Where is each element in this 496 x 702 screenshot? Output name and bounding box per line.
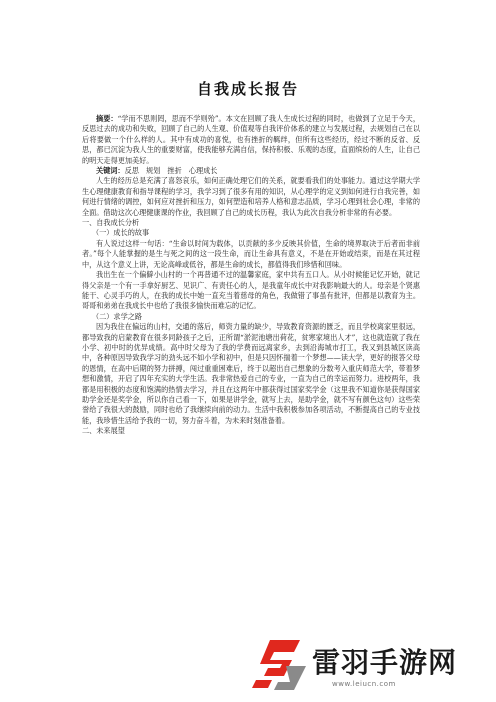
document-title: 自我成长报告 [196, 80, 299, 98]
story-paragraph-1: 有人说过这样一句话：“生命以时间为载体，以贡献的多少反映其价值，生命的境界取决于后者而非前者。”每个人能掌握的是生与死之间的这一段生命，而让生命具有意义，不是在开始或结束，而是在其过程中，从这个意义上讲，无论高峰或低谷，都是生命的成长，都值得我们珍惜和回味。 [82, 238, 420, 269]
abstract [82, 114, 420, 166]
subsection-heading-1: （一）成长的故事 [92, 228, 150, 238]
intro-paragraph: 人生的经历总是充满了喜怒哀乐，如何正确处理它们的关系，就要看我们的处事能力。通过这学期大学生心理健康教育和指导课程的学习，我学习到了很多有用的知识，从心理学的定义到如何进行自我完善，如何进行情绪的调控，如何应对挫折和压力，如何塑造和培养人格和意志品质，学习心理到社会心理，非常的全面。借助这次心理健康课的作业，我回顾了自己的成长历程，我认为此次自我分析非常的有必要。 [82, 176, 420, 217]
document-body [82, 114, 420, 437]
section-heading-1: 一、自我成长分析 [82, 218, 140, 228]
watermark-url: www.leiucn.com [332, 680, 396, 688]
site-watermark [250, 636, 490, 696]
keywords [82, 166, 420, 176]
story-paragraph-2: 我出生在一个偏僻小山村的一个再普通不过的温馨家庭，家中共有五口人。从小时候能记忆开始，就记得父亲是一个有一手拿好厨艺、见识广、有责任心的人，是我童年成长中对我影响最大的人。母亲是个贤惠能干、心灵手巧的人，在我的成长中她一直充当着慈母的角色，我做错了事虽有批评，但都是以教育为主。哥哥和弟弟在我成长中也给了我很多愉快而难忘的记忆。 [82, 270, 420, 311]
keywords-label: 关键词： [96, 166, 125, 176]
lightning-s-logo-icon [250, 636, 312, 694]
subsection-heading-2: （二）求学之路 [92, 311, 142, 321]
study-paragraph-1: 因为我住在偏远的山村，交通的落后，师资力量的缺少，导致教育资源的匮乏，而且学校离家里很远，都导致我的启蒙教育在很多同龄孩子之后，正所谓“淤泥池塘出荷花，贫寒家境出人才”，这也就造就了我在小学、初中时的优异成绩。高中时父母为了我的学费而远离家乡，去到沿海城市打工，我又到县城区读高中，各种原因导致我学习的劲头远不如小学和初中，但是只因怀揣着一个梦想——读大学，更好的报答父母的恩情，在高中后期的努力拼搏，闯过重重困难后，终于以超出自己想象的分数考入重庆师范大学，带着梦想和激情，开启了四年充实的大学生活。我非常热爱自己的专业，一直为自己的幸运而努力。进校两年，我都是用积极的态度和饱满的热情去学习，并且在这两年中都获得过国家奖学金（这里我不知道你是获得国家助学金还是奖学金，所以你自己看一下，如果是讲学金，就写上去，是助学金，就不写有颜色这句）这些荣誉给了我很大的鼓励，同时也给了我继续向前的动力。生活中我积极参加各项活动，不断提高自己的专业技能，我珍惜生活给予我的一切，努力奋斗着，为未来时刻准备着。 [82, 322, 420, 425]
watermark-site-name: 雷羽手游网 [312, 646, 458, 679]
keywords-text: 反思 规划 挫折 心理成长 [124, 166, 218, 176]
section-heading-2: 二、未来展望 [82, 426, 125, 436]
abstract-text: “学而不思则罔，思而不学则殆”。本文在回顾了我人生成长过程的同时，也做到了立足于今天，反思过去的成功和失败，回顾了自己的人生观、价值观等自我评价体系的建立与发展过程，去规划自己在以后将要做一个什么样的人。其中有成功的喜悦，也有挫折的羁绊，但所有这些经历，经过不断的反省、反思，都已沉淀为我人生的重要财富，使我能够充满自信，保持积极、乐观的态度，直面缤纷的人生，让自己的明天走得更加美好。 [82, 114, 420, 165]
abstract-label: 摘要： [96, 114, 118, 123]
